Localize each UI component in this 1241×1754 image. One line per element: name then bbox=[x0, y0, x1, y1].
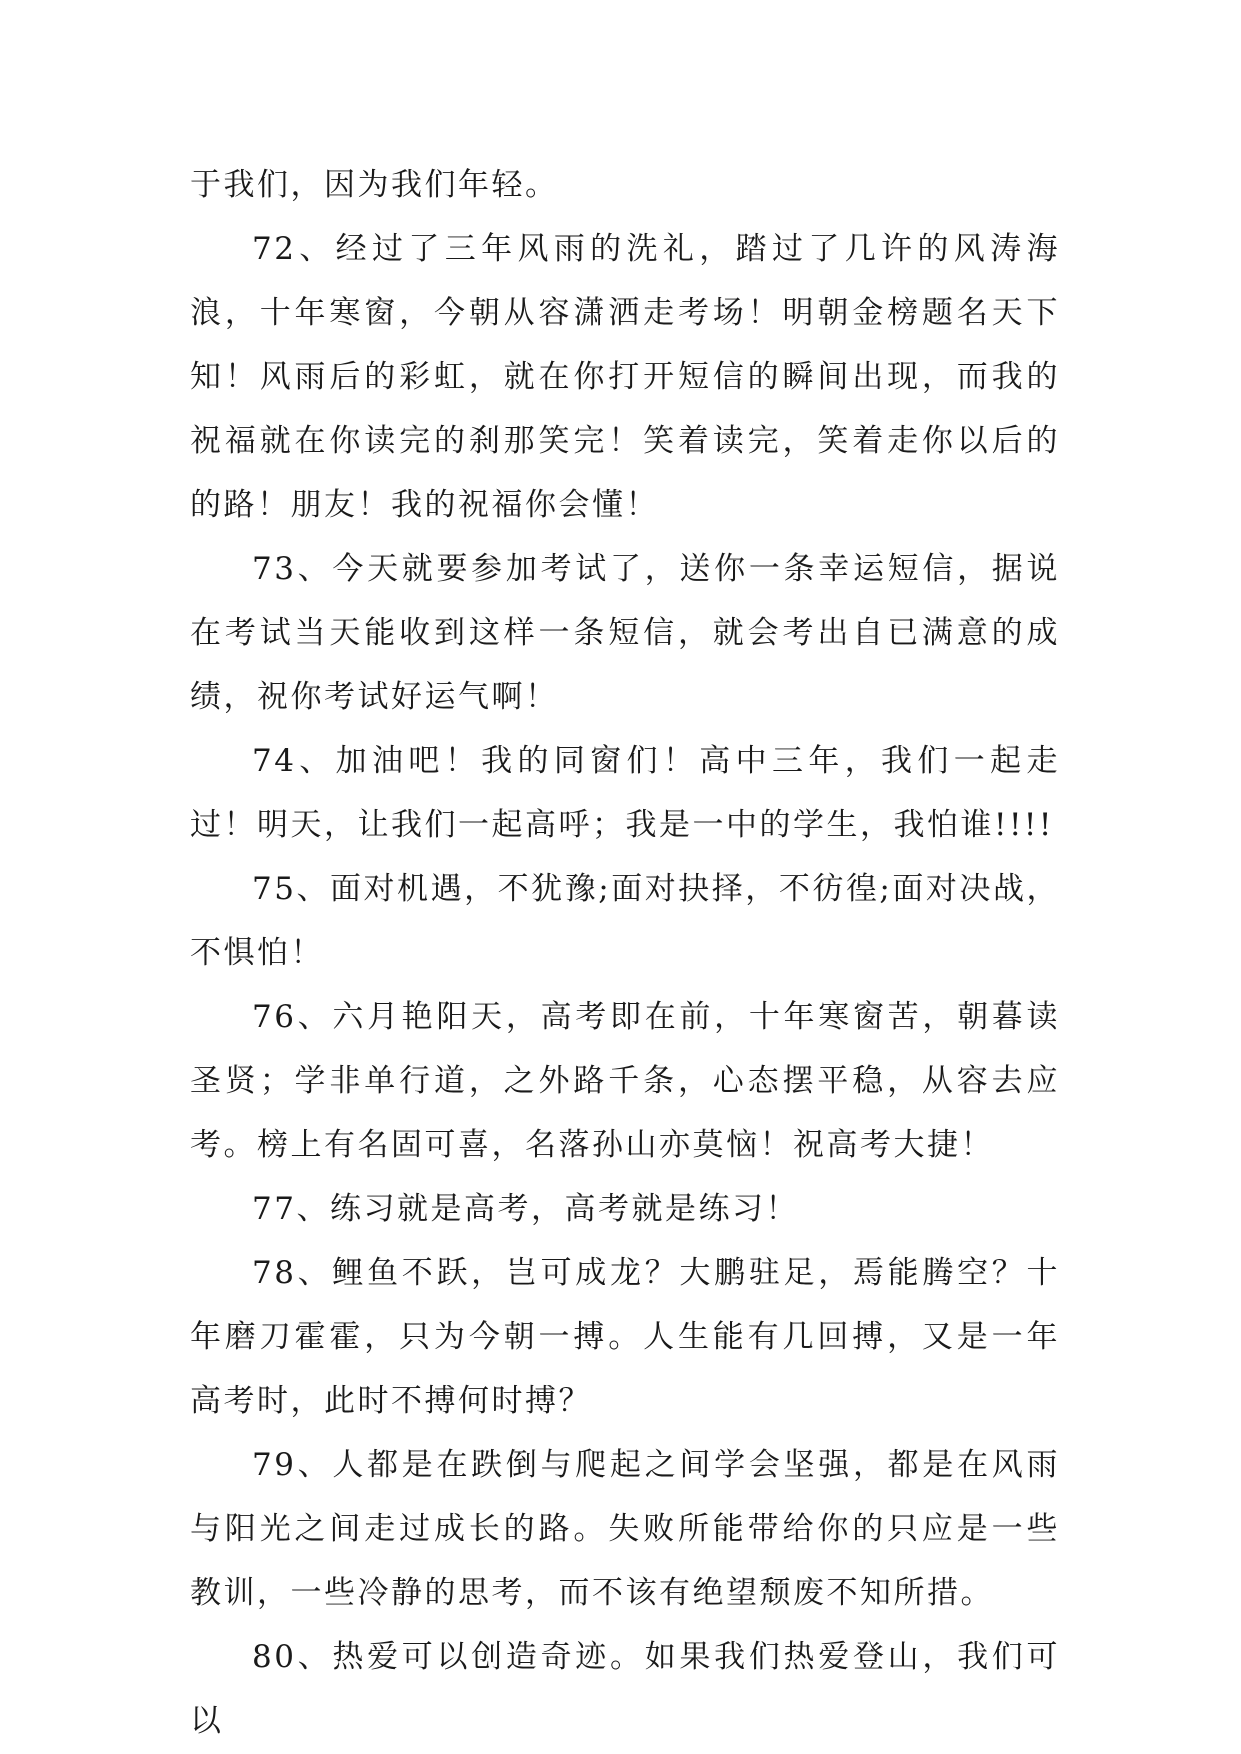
paragraph-75: 75、面对机遇，不犹豫;面对抉择，不彷徨;面对决战，不惧怕！ bbox=[190, 871, 1060, 971]
paragraph-79: 79、人都是在跌倒与爬起之间学会坚强，都是在风雨与阳光之间走过成长的路。失败所能带给你的只应是一些教训，一些冷静的思考，而不该有绝望颓废不知所措。 bbox=[190, 1447, 1060, 1611]
paragraph-78: 78、鲤鱼不跃，岂可成龙？大鹏驻足，焉能腾空？十年磨刀霍霍，只为今朝一搏。人生能有几回搏，又是一年高考时，此时不搏何时搏？ bbox=[190, 1255, 1060, 1419]
paragraph-continuation: 于我们，因为我们年轻。 bbox=[190, 167, 559, 203]
paragraph-73: 73、今天就要参加考试了，送你一条幸运短信，据说在考试当天能收到这样一条短信，就会考出自已满意的成绩，祝你考试好运气啊！ bbox=[190, 551, 1060, 715]
paragraph-77: 77、练习就是高考，高考就是练习！ bbox=[252, 1191, 799, 1227]
paragraph-80: 80、热爱可以创造奇迹。如果我们热爱登山，我们可以 bbox=[190, 1639, 1060, 1739]
paragraph-72: 72、经过了三年风雨的洗礼，踏过了几许的风涛海浪，十年寒窗，今朝从容潇洒走考场！明朝金榜题名天下知！风雨后的彩虹，就在你打开短信的瞬间出现，而我的祝福就在你读完的刹那笑完！笑着读完，笑着走你以后的的路！朋友！我的祝福你会懂！ bbox=[190, 231, 1060, 523]
paragraph-76: 76、六月艳阳天，高考即在前，十年寒窗苦，朝暮读圣贤；学非单行道，之外路千条，心态摆平稳，从容去应考。榜上有名固可喜，名落孙山亦莫恼！祝高考大捷！ bbox=[190, 999, 1060, 1163]
paragraph-74: 74、加油吧！我的同窗们！高中三年，我们一起走过！明天，让我们一起高呼；我是一中的学生，我怕谁!!!! bbox=[190, 743, 1060, 843]
document-body bbox=[190, 153, 1060, 1753]
